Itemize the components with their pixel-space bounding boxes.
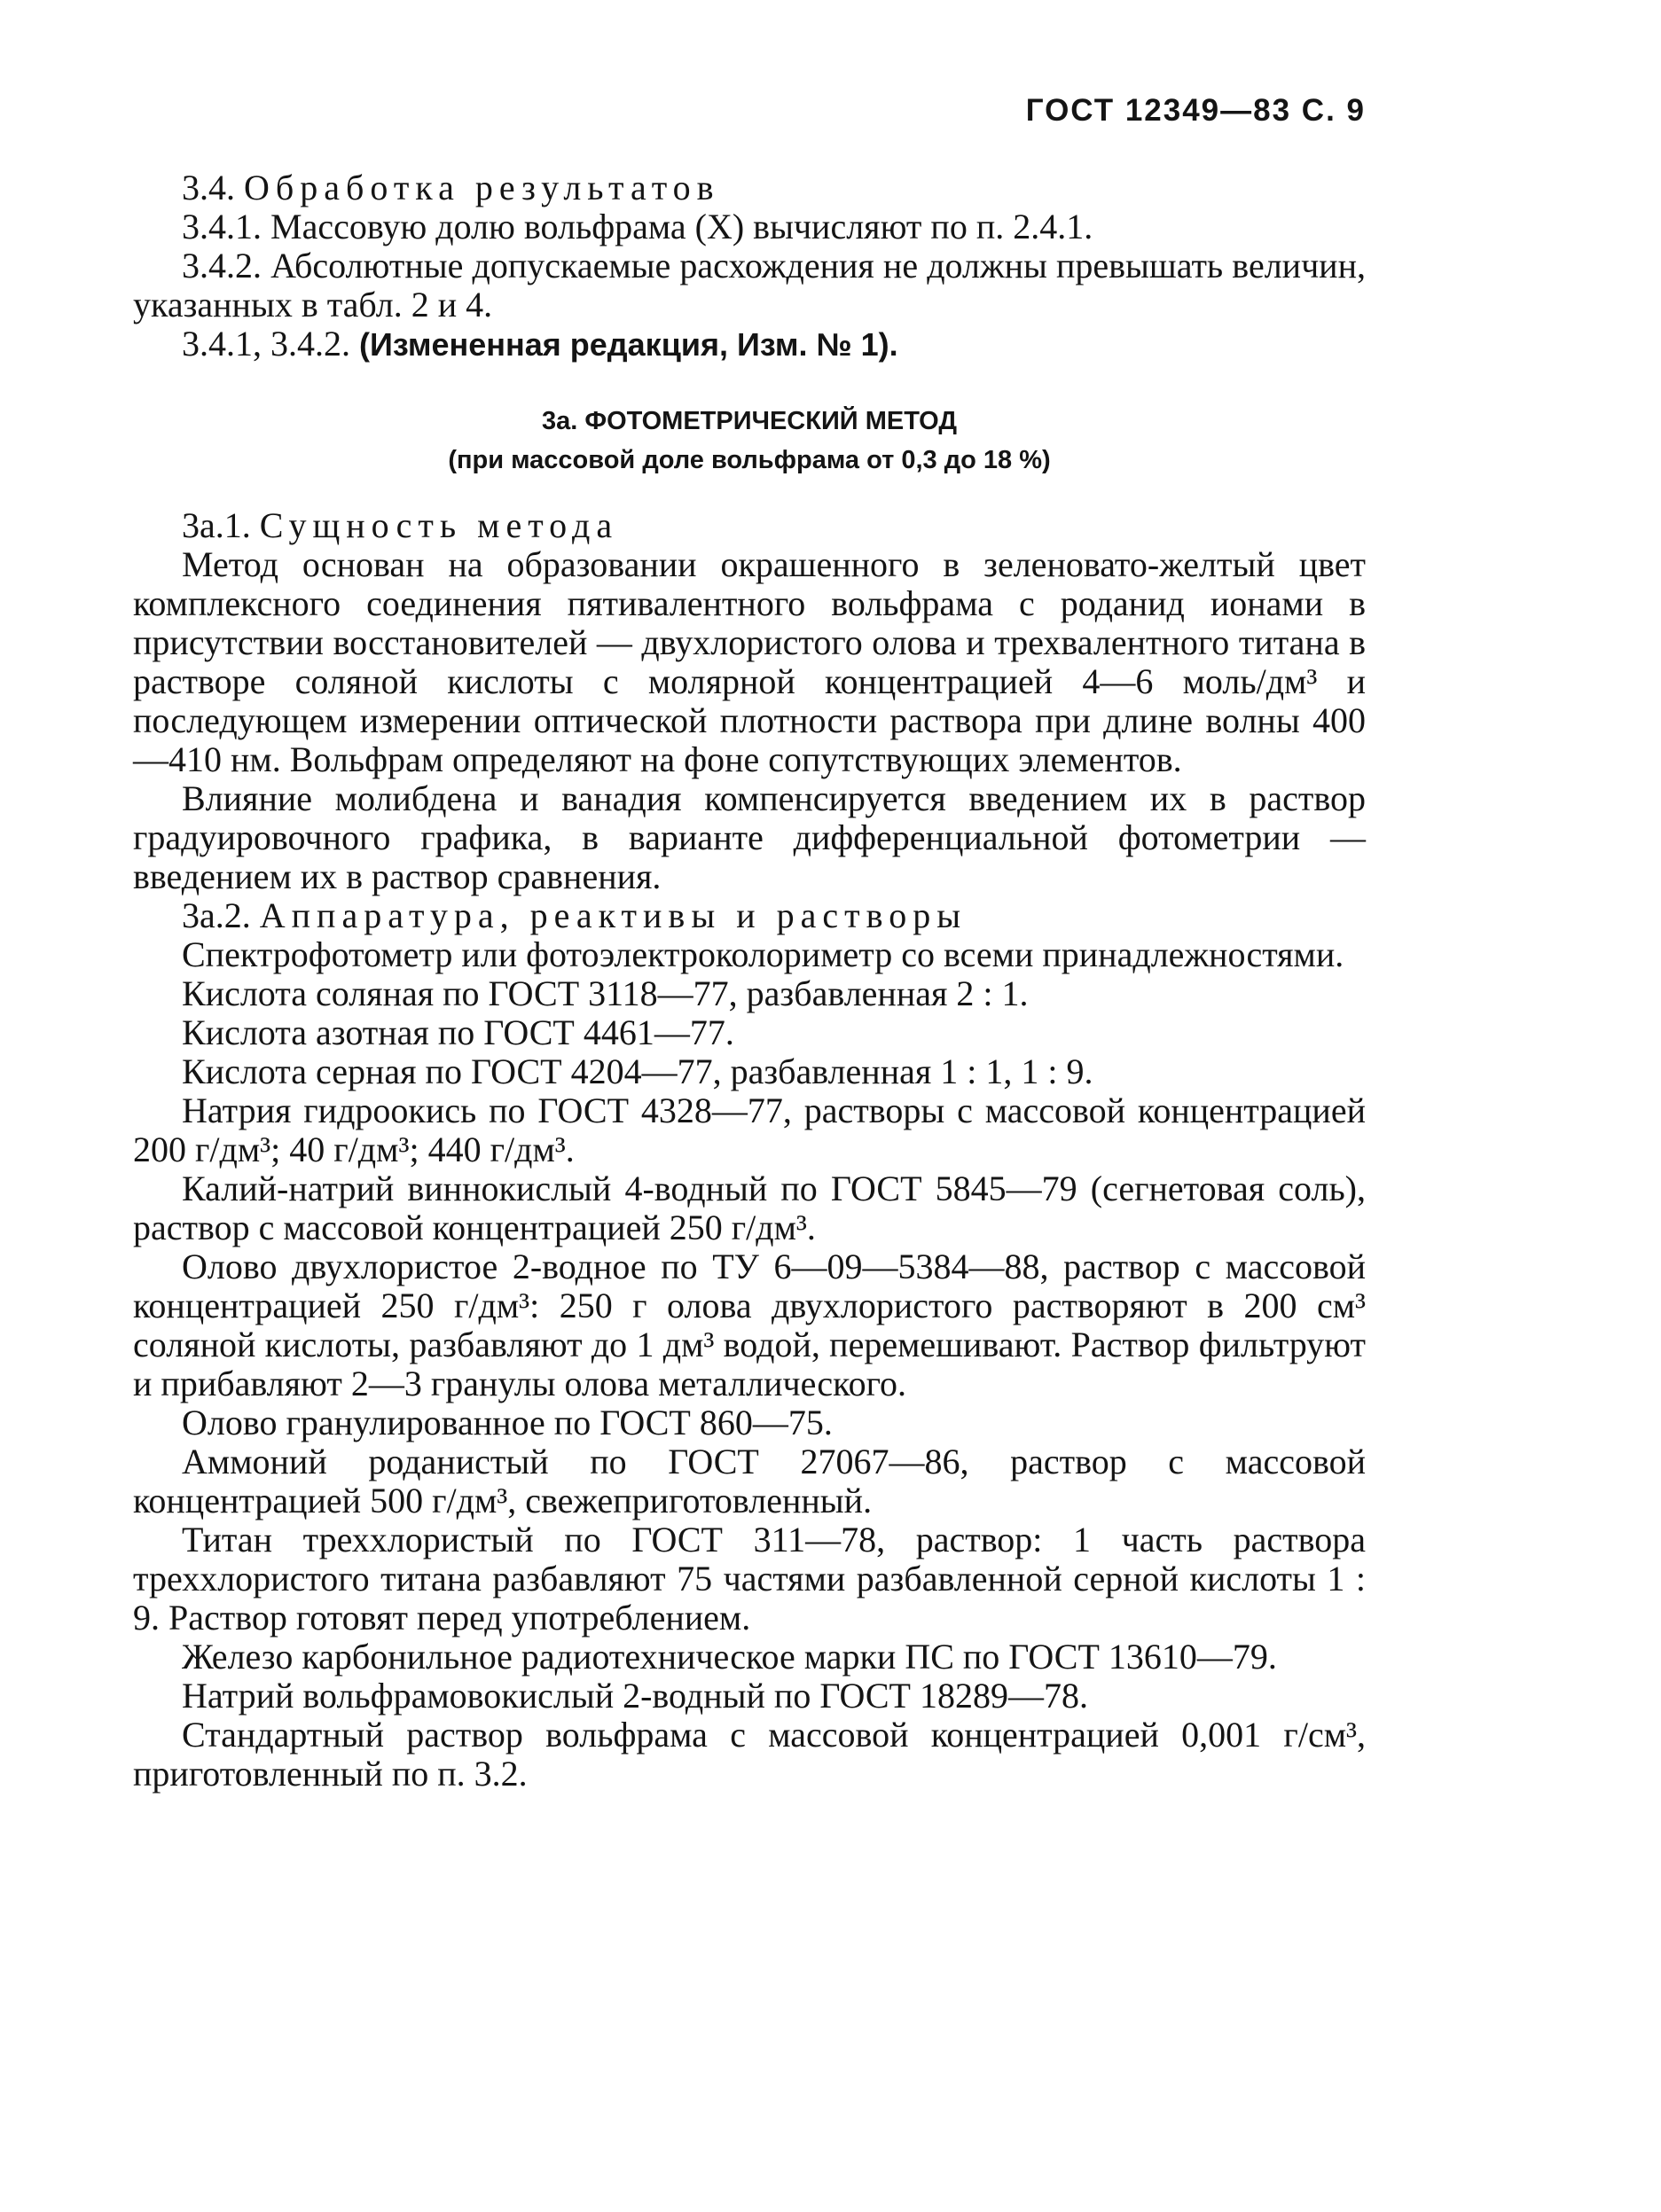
document-page xyxy=(133,89,1366,1794)
section-number: 3а.2. xyxy=(182,895,251,935)
method-principle-paragraph: Метод основан на образовании окрашенного в зеленовато-желтый цвет комплексного соединения пятивалентного вольфрама с роданид ионами в присутствии восстановителей — двухлористого олова и трехвалентного титана в растворе соляной кислоты с молярной концентрацией 4—6 моль/дм³ и последующем измерении оптической плотности раствора при длине волны 400—410 нм. Вольфрам определяют на фоне сопутствующих элементов. xyxy=(133,544,1366,779)
reagent-item: Натрия гидроокись по ГОСТ 4328—77, растворы с массовой концентрацией 200 г/дм³; 40 г/дм³; 440 г/дм³. xyxy=(133,1090,1366,1169)
reagent-item: Натрий вольфрамовокислый 2-водный по ГОСТ 18289—78. xyxy=(182,1676,1088,1716)
reagent-item: Стандартный раствор вольфрама с массовой концентрацией 0,001 г/см³, приготовленный по п. 3.2. xyxy=(133,1715,1366,1794)
section-heading-3a-2 xyxy=(133,896,1366,935)
section-heading-3-4 xyxy=(133,168,1366,207)
section-heading-text: Сущность метода xyxy=(259,505,619,545)
reagent-item: Аммоний роданистый по ГОСТ 27067—86, раствор с массовой концентрацией 500 г/дм³, свежеприготовленный. xyxy=(133,1442,1366,1520)
section-title: 3а. ФОТОМЕТРИЧЕСКИЙ МЕТОД xyxy=(541,407,958,435)
section-heading-text: Аппаратура, реактивы и растворы xyxy=(259,895,968,935)
reagent-item: Кислота серная по ГОСТ 4204—77, разбавленная 1 : 1, 1 : 9. xyxy=(182,1051,1093,1091)
reagent-item: Железо карбонильное радиотехническое марки ПС по ГОСТ 13610—79. xyxy=(182,1637,1277,1677)
paragraph-3-4-2: 3.4.2. Абсолютные допускаемые расхождения не должны превышать величин, указанных в табл. 2 и 4. xyxy=(133,246,1366,324)
section-heading-3a-1 xyxy=(133,506,1366,545)
reagent-item: Кислота соляная по ГОСТ 3118—77, разбавленная 2 : 1. xyxy=(182,973,1029,1013)
paragraph-3-4-1: 3.4.1. Массовую долю вольфрама (X) вычисляют по п. 2.4.1. xyxy=(182,207,1093,246)
reagent-item: Спектрофотометр или фотоэлектроколориметр со всеми принадлежностями. xyxy=(182,934,1344,974)
reagent-item: Калий-натрий виннокислый 4-водный по ГОСТ 5845—79 (сегнетовая соль), раствор с массовой концентрацией 250 г/дм³. xyxy=(133,1169,1366,1247)
reagent-item: Олово двухлористое 2-водное по ТУ 6—09—5384—88, раствор с массовой концентрацией 250 г/дм³: 250 г олова двухлористого растворяют в 200 см³ соляной кислоты, разбавляют до 1 дм³ водой, перемешивают. Раствор фильтруют и прибавляют 2—3 гранулы олова металлического. xyxy=(133,1247,1366,1403)
running-header: ГОСТ 12349—83 С. 9 xyxy=(1025,93,1366,128)
amendment-note xyxy=(133,324,1366,364)
interference-paragraph: Влияние молибдена и ванадия компенсируется введением их в раствор градуировочного графика, в варианте дифференциальной фотометрии — введением их в раствор сравнения. xyxy=(133,778,1366,896)
section-number: 3.4. xyxy=(182,168,235,207)
reagent-item: Кислота азотная по ГОСТ 4461—77. xyxy=(182,1012,734,1052)
reagent-item: Титан треххлористый по ГОСТ 311—78, раствор: 1 часть раствора треххлористого титана разбавляют 75 частями разбавленной серной кислоты 1 : 9. Раствор готовят перед употреблением. xyxy=(133,1520,1366,1638)
amendment-note-number: 3.4.1, 3.4.2. xyxy=(182,324,350,363)
section-number: 3а.1. xyxy=(182,505,251,545)
section-heading-text: Обработка результатов xyxy=(244,168,720,207)
section-subtitle: (при массовой доле вольфрама от 0,3 до 18 %) xyxy=(448,446,1051,474)
amendment-note-text: (Измененная редакция, Изм. № 1). xyxy=(359,326,898,363)
reagent-item: Олово гранулированное по ГОСТ 860—75. xyxy=(182,1403,833,1442)
